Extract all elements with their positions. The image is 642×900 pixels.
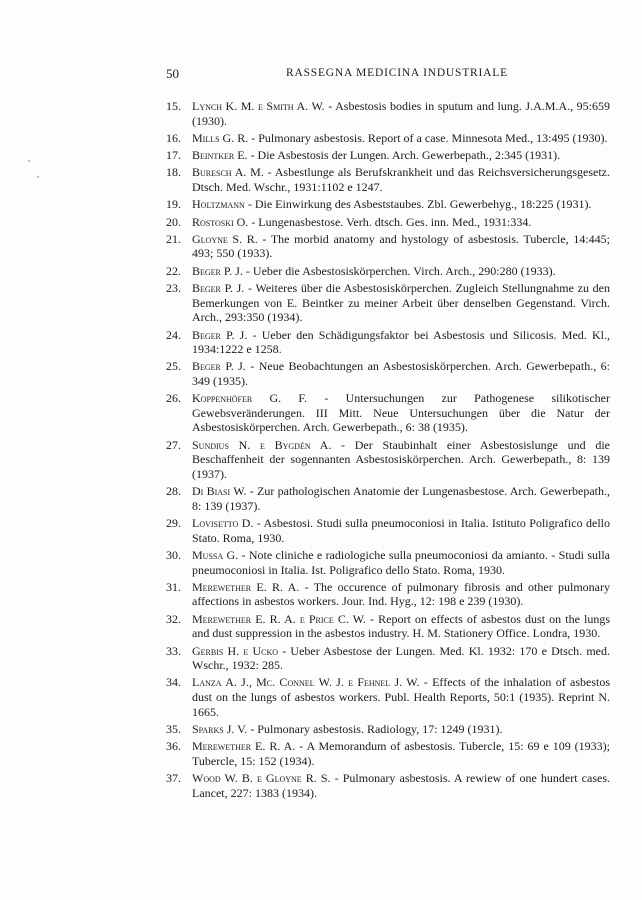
reference-author: Rostoski O. [192, 214, 249, 229]
reference-item [166, 675, 610, 719]
reference-item [166, 215, 610, 230]
reference-item [166, 197, 610, 212]
reference-text: - Ueber Asbestose der Lungen. Med. Kl. 1932: 170 e Dtsch. med. Wschr., 1932: 285. [192, 643, 610, 673]
reference-number: 15. [166, 99, 181, 113]
reference-text: - Untersuchungen zur Pathogenese silikotischer Gewebsveränderungen. III Mitt. Neue Untersuchungen über die Natur der Asbestosiskörperchen. Arch. Gewerbepath., 6: 38 (1935). [192, 391, 610, 435]
reference-list [166, 99, 610, 803]
reference-item [166, 99, 610, 128]
reference-item [166, 548, 610, 577]
reference-text: - Ueber den Schädigungsfaktor bei Asbestosis und Silicosis. Med. Kl., 1934:1222 e 1258. [192, 327, 611, 357]
reference-text: - Report on effects of asbestos dust on the lungs and dust suppression in the asbestos industry. H. M. Stationery Office. Londra, 1930. [192, 611, 610, 641]
reference-text: - Ueber die Asbestosiskörperchen. Virch. Arch., 290:280 (1933). [242, 263, 556, 278]
reference-author: Lovisetto D. [192, 516, 254, 531]
reference-text: - Effects of the inhalation of asbestos dust on the lungs of asbestos workers. Publ. Health Reports, 50:1 (1935). Reprint N. 1665. [192, 675, 610, 719]
reference-text: - Weiteres über die Asbestosiskörperchen. Zugleich Stellungnahme zu den Bemerkungen von E. Beintker zu meiner Arbeit über denselben Gegenstand. Virch. Arch., 293:350 (1934). [192, 281, 610, 325]
reference-text: - Lungenasbestose. Verh. dtsch. Ges. inn. Med., 1931:334. [248, 214, 532, 229]
reference-number: 22. [166, 263, 181, 278]
reference-number: 16. [166, 130, 181, 145]
reference-item [166, 739, 610, 768]
reference-item [166, 438, 610, 482]
reference-item [166, 359, 610, 388]
reference-number: 33. [166, 643, 181, 658]
reference-text: - Die Asbestosis der Lungen. Arch. Gewerbepath., 2:345 (1931). [247, 148, 561, 163]
reference-number: 28. [166, 484, 181, 499]
reference-item [166, 722, 610, 737]
reference-text: - Der Staubinhalt einer Asbestosislunge und die Beschaffenheit der sogennanten Asbestosiskörperchen. Arch. Gewerbepath., 8: 139 (1937). [192, 437, 610, 481]
reference-number: 26. [166, 391, 181, 406]
reference-text: - Asbestosis bodies in sputum and lung. J.A.M.A., 95:659 (1930). [192, 99, 610, 128]
reference-author: Buresch A. M. [192, 165, 264, 180]
reference-item [166, 328, 610, 357]
reference-text: - A Memorandum of asbestosis. Tubercle, 15: 69 e 109 (1933); Tubercle, 15: 152 (1934). [192, 739, 610, 768]
reference-number: 21. [166, 231, 181, 246]
running-title: RASSEGNA MEDICINA INDUSTRIALE [286, 67, 508, 79]
reference-author: Koppenhöfer G. F. [192, 391, 308, 406]
reference-text: - Note cliniche e radiologiche sulla pneumoconiosi da amianto. - Studi sulla pneumoconiosi in Italia. Ist. Poligrafico dello Stato. Roma, 1930. [192, 547, 611, 577]
reference-item [166, 771, 610, 800]
reference-author: Lanza A. J., Mc. Connel W. J. e Fehnel J. W. [192, 675, 420, 690]
reference-number: 32. [166, 611, 181, 626]
reference-text: - Zur pathologischen Anatomie der Lungenasbestose. Arch. Gewerbepath., 8: 139 (1937). [192, 484, 610, 513]
reference-number: 29. [166, 516, 181, 531]
reference-text: - Die Einwirkung des Asbeststaubes. Zbl. Gewerbehyg., 18:225 (1931). [244, 197, 592, 212]
reference-author: Wood W. B. e Gloyne R. S. [192, 771, 331, 786]
reference-text: - Pulmonary asbestosis. Radiology, 17: 1249 (1931). [247, 721, 503, 736]
reference-item [166, 264, 610, 279]
reference-author: Mills G. R. [192, 130, 249, 145]
reference-number: 17. [166, 148, 181, 163]
reference-item [166, 516, 610, 545]
reference-author: Merewether E. R. A. [192, 739, 296, 754]
reference-item [166, 165, 610, 194]
reference-item [166, 612, 610, 641]
reference-number: 35. [166, 721, 181, 736]
reference-item [166, 232, 610, 261]
margin-speck [37, 176, 39, 178]
reference-author: Di Biasi W. [192, 484, 247, 499]
reference-author: Beger P. J. [192, 263, 243, 278]
reference-author: Beger P. J. [192, 281, 245, 296]
reference-author: Gloyne S. R. [192, 231, 258, 246]
reference-item [166, 131, 610, 146]
reference-text: - Asbestlunge als Berufskrankheit und das Reichsversicherungsgesetz. Dtsch. Med. Wschr., 1931:1102 e 1247. [192, 165, 610, 195]
reference-number: 24. [166, 327, 181, 342]
reference-item [166, 484, 610, 513]
reference-text: - The morbid anatomy and hystology of asbestosis. Tubercle, 14:445; 493; 550 (1933). [192, 231, 610, 261]
reference-text: - Neue Beobachtungen an Asbestosiskörperchen. Arch. Gewerbepath., 6: 349 (1935). [192, 359, 610, 388]
reference-author: Beger P. J. [192, 327, 248, 342]
reference-number: 25. [166, 359, 181, 374]
reference-author: Holtzmann [192, 197, 245, 212]
reference-text: - The occurence of pulmonary fibrosis and other pulmonary affections in asbestos workers. Jour. Ind. Hyg., 12: 198 e 239 (1930). [192, 579, 610, 609]
reference-author: Lynch K. M. e Smith A. W. [192, 99, 325, 113]
reference-number: 30. [166, 547, 181, 562]
reference-item [166, 580, 610, 609]
reference-author: Beger P. J. [192, 359, 246, 374]
margin-speck [28, 160, 30, 162]
reference-text: - Asbestosi. Studi sulla pneumoconiosi in Italia. Istituto Poligrafico dello Stato. Roma, 1930. [192, 516, 610, 545]
reference-number: 31. [166, 579, 181, 594]
reference-item [166, 391, 610, 435]
reference-number: 20. [166, 214, 181, 229]
reference-author: Gerbis H. e Ucko [192, 643, 279, 658]
reference-author: Sparks J. V. [192, 721, 248, 736]
reference-item [166, 644, 610, 673]
reference-author: Mussa G. [192, 547, 239, 562]
reference-author: Sundius N. e Bygdén A. [192, 437, 332, 452]
reference-number: 27. [166, 437, 181, 452]
reference-number: 36. [166, 739, 181, 754]
reference-number: 34. [166, 675, 181, 690]
reference-text: - Pulmonary asbestosis. Report of a case. Minnesota Med., 13:495 (1930). [248, 130, 608, 145]
reference-item [166, 281, 610, 325]
reference-number: 23. [166, 281, 181, 296]
reference-author: Merewether E. R. A. [192, 579, 300, 594]
reference-text: - Pulmonary asbestosis. A rewiew of one hundert cases. Lancet, 227: 1383 (1934). [192, 771, 610, 800]
reference-author: Merewether E. R. A. e Price C. W. [192, 611, 366, 626]
reference-item [166, 148, 610, 163]
page-number: 50 [166, 66, 179, 81]
reference-number: 19. [166, 197, 181, 212]
reference-number: 37. [166, 771, 181, 786]
reference-number: 18. [166, 165, 181, 180]
reference-author: Beintker E. [192, 148, 248, 163]
page-header [0, 66, 642, 86]
